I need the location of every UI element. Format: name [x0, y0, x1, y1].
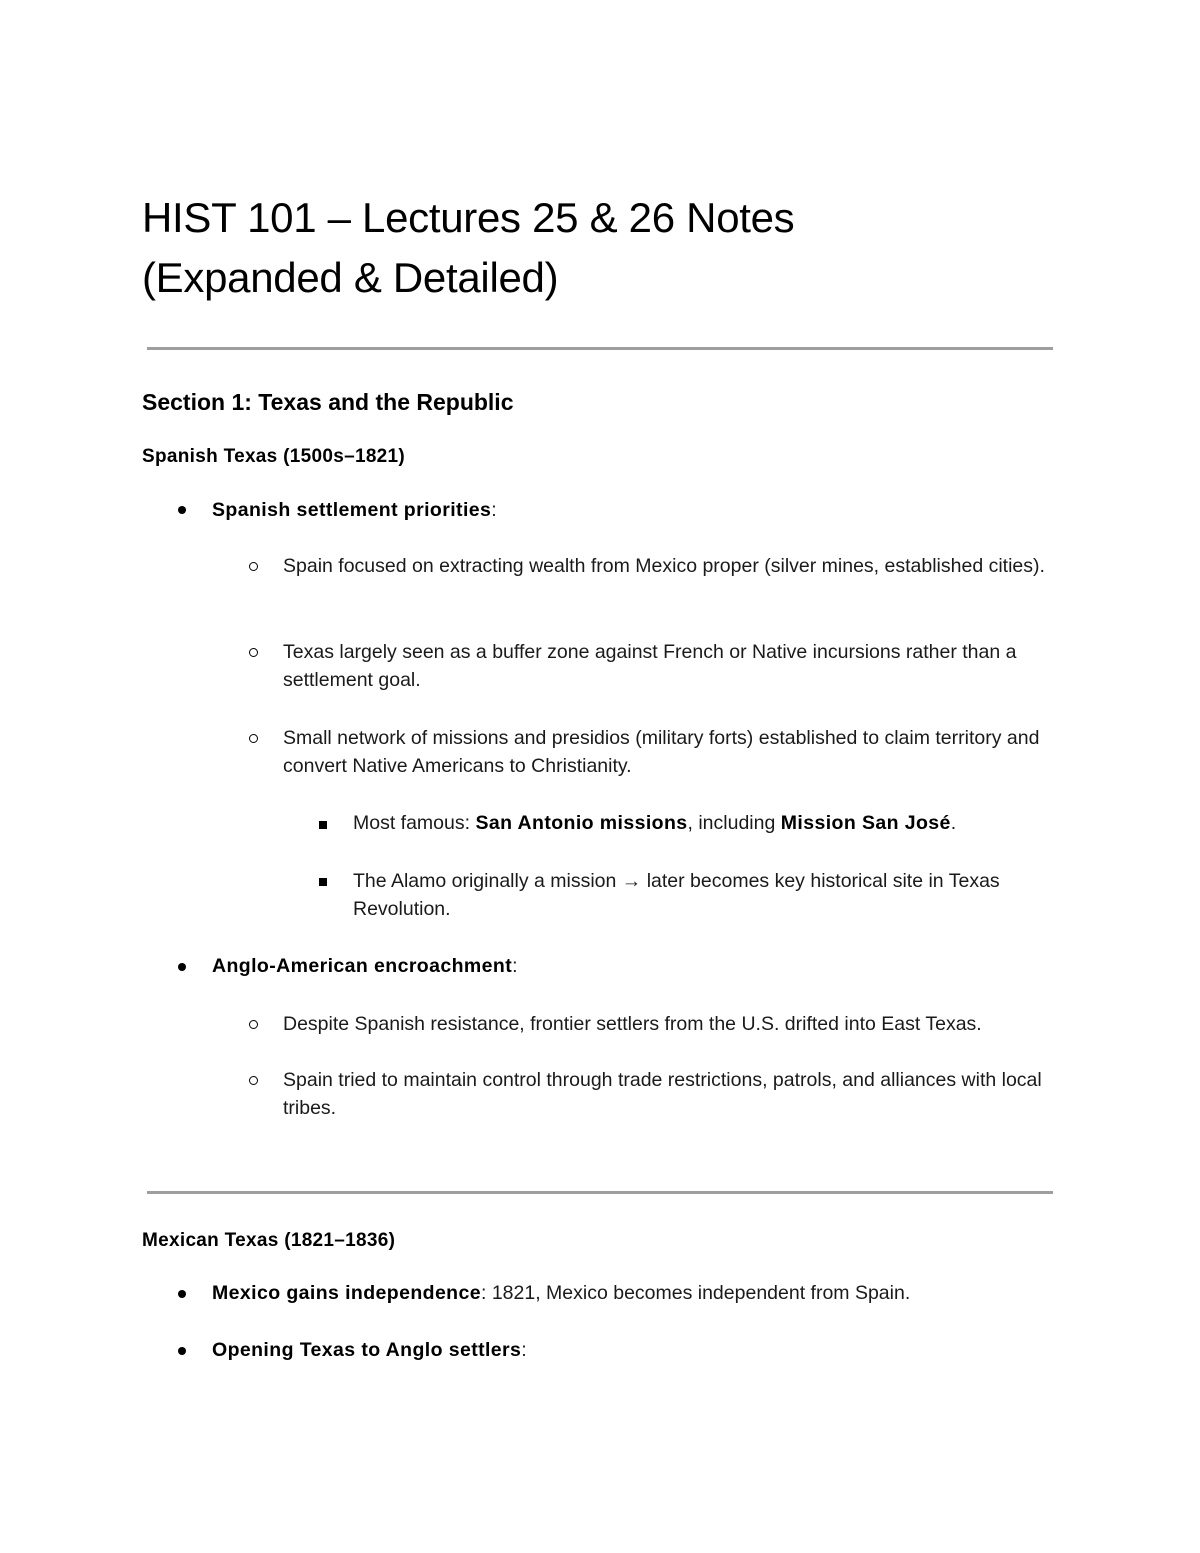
section-heading: Section 1: Texas and the Republic [142, 389, 514, 415]
list-item: Spain tried to maintain control through trade restrictions, patrols, and alliances with local tribes. [283, 1069, 1042, 1119]
list-item: Texas largely seen as a buffer zone against French or Native incursions rather than a settlement goal. [283, 641, 1017, 691]
bullet-square-icon [319, 878, 327, 886]
item-bold: Mission San José [780, 812, 951, 834]
bullet-circle-icon [249, 734, 258, 743]
list-item [353, 809, 1053, 837]
item-label: Opening Texas to Anglo settlers [212, 1339, 522, 1361]
item-text: , including [687, 812, 781, 834]
bullet-square-icon [319, 821, 327, 829]
bullet-circle-icon [249, 648, 258, 657]
list-item [212, 952, 1072, 980]
bullet-circle-icon [249, 1076, 258, 1085]
item-suffix: : [521, 1339, 527, 1361]
item-text: : 1821, Mexico becomes independent from Spain. [480, 1282, 911, 1304]
bullet-circle-icon [249, 562, 258, 571]
horizontal-divider [147, 1191, 1053, 1194]
bullet-disc-icon [178, 1290, 186, 1298]
item-label: Mexico gains independence [212, 1282, 481, 1304]
list-item: Spain focused on extracting wealth from Mexico proper (silver mines, established cities). [283, 555, 1045, 577]
list-item [212, 1336, 1072, 1364]
bullet-disc-icon [178, 963, 186, 971]
subsection-heading-spanish-texas: Spanish Texas (1500s–1821) [142, 446, 406, 467]
bullet-disc-icon [178, 1347, 186, 1355]
bullet-circle-icon [249, 1020, 258, 1029]
bullet-disc-icon [178, 506, 186, 514]
title-line-1: HIST 101 – Lectures 25 & 26 Notes [142, 194, 795, 241]
document-title [142, 188, 1062, 308]
subsection-heading-mexican-texas: Mexican Texas (1821–1836) [142, 1230, 396, 1251]
title-line-2: (Expanded & Detailed) [142, 254, 559, 301]
item-suffix: : [491, 499, 497, 521]
item-suffix: : [512, 955, 518, 977]
horizontal-divider [147, 347, 1053, 350]
list-item: The Alamo originally a mission → later becomes key historical site in Texas Revolution. [353, 870, 1000, 920]
item-text: Most famous: [353, 812, 476, 834]
item-text: . [950, 812, 957, 834]
item-label: Spanish settlement priorities [212, 499, 492, 521]
list-item: Small network of missions and presidios (military forts) established to claim territory and convert Native Americans to Christianity. [283, 727, 1040, 777]
list-item [212, 1279, 1072, 1307]
list-item [212, 496, 1072, 524]
item-bold: San Antonio missions [475, 812, 688, 834]
item-label: Anglo-American encroachment [212, 955, 513, 977]
list-item: Despite Spanish resistance, frontier settlers from the U.S. drifted into East Texas. [283, 1013, 982, 1035]
